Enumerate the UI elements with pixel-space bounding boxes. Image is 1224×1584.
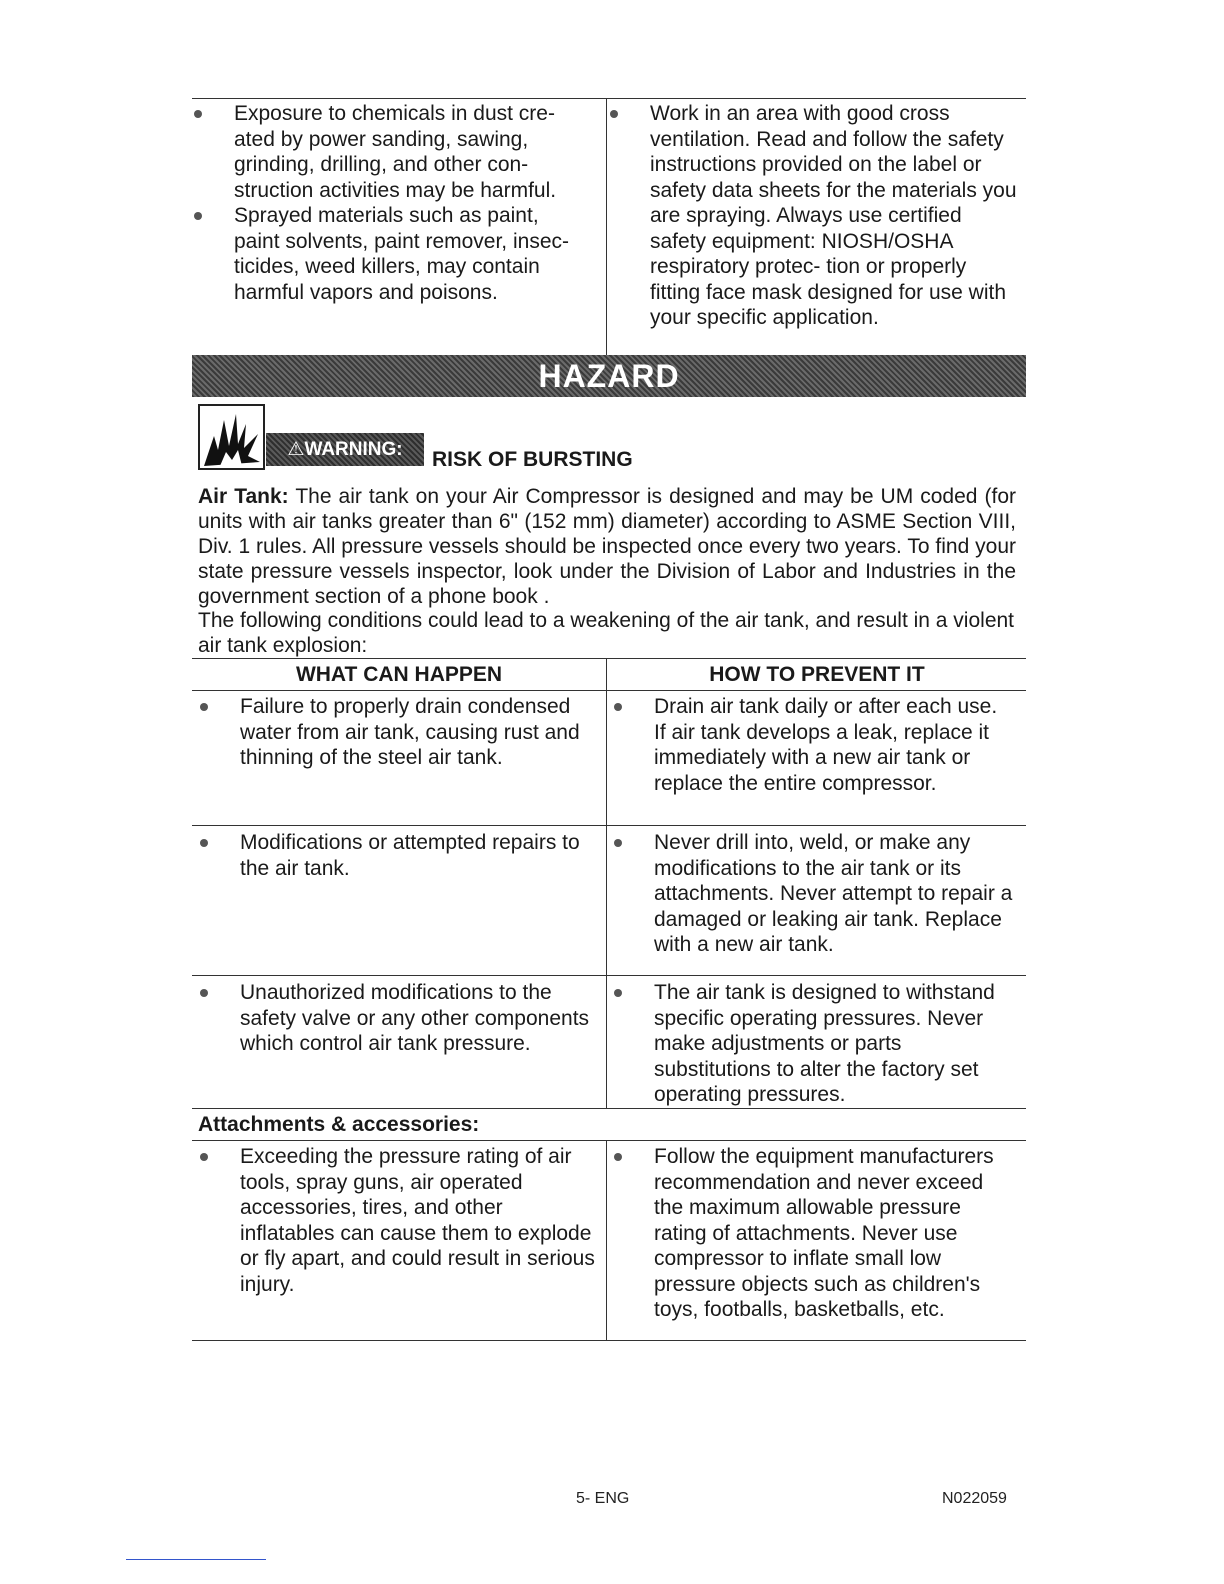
hazard-banner-text: HAZARD [538, 357, 680, 394]
table-top-rule [192, 658, 1026, 659]
footer-underline [126, 1559, 266, 1560]
top-right-column [610, 101, 1022, 331]
bursting-tank-icon [198, 404, 265, 470]
row3-rule [192, 1108, 1026, 1109]
air-tank-text: The air tank on your Air Compressor is designed and may be UM coded (for units with air tanks greater than 6" (152 mm) diameter) according to ASME Section VIII, Div. 1 rules. All pressure vessels should be inspected once every two years. To find your state pressure vessels inspector, look under the Division of Labor and Industries in the government section of a phone book . [198, 485, 1016, 608]
top-right-item-1: Work in an area with good cross ventilation. Read and follow the safety instructions provided on the label or safety data sheets for the materials you are spraying. Always use certified safety equipment: NIOSH/OSHA respiratory protec- tion or properly fitting face mask designed for use with your specific application. [610, 101, 1022, 331]
warning-title: RISK OF BURSTING [432, 448, 633, 471]
table-row [200, 1144, 600, 1297]
air-tank-label: Air Tank: [198, 485, 289, 508]
table-bottom-rule [192, 1340, 1026, 1341]
table-row [614, 830, 1014, 958]
row1-rule [192, 825, 1026, 826]
top-rule [192, 98, 1026, 99]
table-row [614, 980, 1018, 1108]
row1-prevent: Drain air tank daily or after each use. If air tank develops a leak, replace it immediately with a new air tank or replace the entire compressor. [614, 694, 1014, 796]
table-row [200, 830, 600, 881]
air-tank-paragraph [198, 484, 1016, 609]
section-column-divider [606, 1140, 607, 1340]
table-row [200, 694, 600, 771]
top-left-item-2: Sprayed materials such as paint, paint solvents, paint remover, insec- ticides, weed killers, may contain harmful vapors and poisons. [194, 203, 570, 305]
page-number: 5- ENG [576, 1490, 630, 1507]
col-header-how-to-prevent: HOW TO PREVENT IT [709, 663, 925, 686]
row3-happen: Unauthorized modifications to the safety valve or any other components which control air tank pressure. [200, 980, 600, 1057]
row2-happen: Modifications or attempted repairs to the air tank. [200, 830, 600, 881]
table-column-divider [606, 658, 607, 1108]
conditions-paragraph: The following conditions could lead to a weakening of the air tank, and result in a violent air tank explosion: [198, 609, 1015, 657]
section-prevent: Follow the equipment manufacturers recommendation and never exceed the maximum allowable pressure rating of attachments. Never use compressor to inflate small low pressure objects such as children's toys, footballs, basketballs, etc. [614, 1144, 1018, 1323]
col-header-what-can-happen: WHAT CAN HAPPEN [295, 663, 503, 686]
document-code: N022059 [942, 1490, 1007, 1507]
row1-happen: Failure to properly drain condensed water from air tank, causing rust and thinning of the steel air tank. [200, 694, 600, 771]
hazard-banner [192, 355, 1026, 397]
row2-prevent: Never drill into, weld, or make any modifications to the air tank or its attachments. Never attempt to repair a damaged or leaking air tank. Replace with a new air tank. [614, 830, 1014, 958]
table-header-rule [192, 690, 1026, 691]
top-column-divider [606, 98, 607, 355]
top-left-column [194, 101, 570, 305]
row2-rule [192, 975, 1026, 976]
row3-prevent: The air tank is designed to withstand specific operating pressures. Never make adjustments or parts substitutions to alter the factory set operating pressures. [614, 980, 1018, 1108]
top-left-item-1: Exposure to chemicals in dust cre- ated by power sanding, sawing, grinding, drilling, and other con- struction activities may be harmful. [194, 101, 570, 203]
table-row [614, 694, 1014, 796]
section-happen: Exceeding the pressure rating of air tools, spray guns, air operated accessories, tires, and other inflatables can cause them to explode or fly apart, and could result in serious injury. [200, 1144, 600, 1297]
section-label-attachments: Attachments & accessories: [198, 1113, 480, 1136]
table-row [614, 1144, 1018, 1323]
table-row [200, 980, 600, 1057]
section-rule [192, 1140, 1026, 1141]
warning-label: ⚠WARNING: [266, 433, 424, 466]
